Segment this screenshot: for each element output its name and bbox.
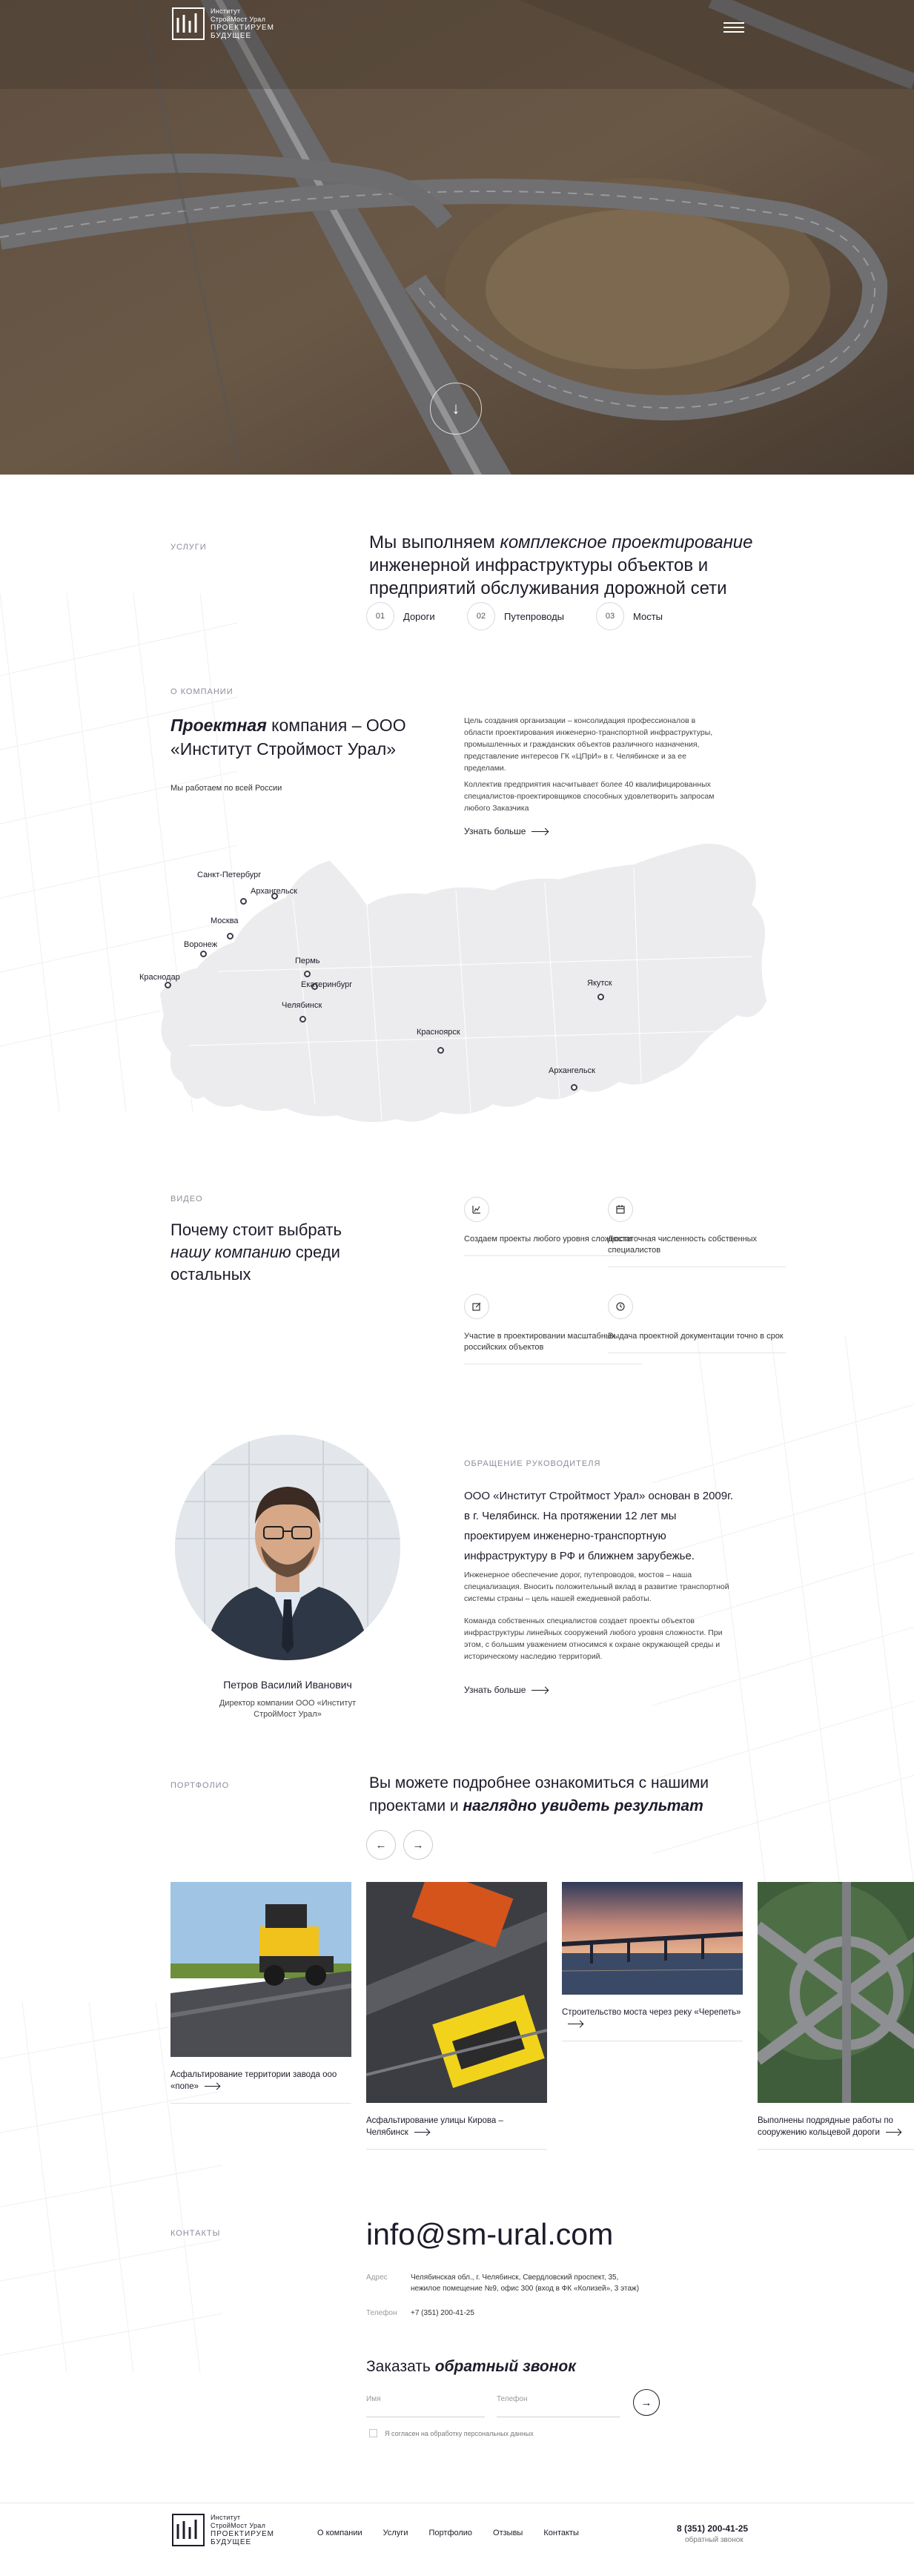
edit-icon — [464, 1294, 489, 1319]
footer — [0, 2503, 914, 2576]
footer-phone[interactable]: 8 (351) 200-41-25 — [677, 2523, 749, 2534]
logo-text — [211, 7, 274, 40]
services-title-em: комплексное проектирование — [500, 532, 753, 552]
city-label: Санкт-Петербург — [197, 871, 262, 879]
why-title — [170, 1219, 385, 1286]
city-marker[interactable] — [227, 933, 234, 939]
portfolio-caption-text: Асфальтирование территории завода ооо «попе» — [170, 2070, 337, 2091]
city-marker[interactable] — [304, 971, 311, 977]
checkbox-icon[interactable] — [369, 2429, 377, 2437]
portfolio-image-paver — [170, 1882, 351, 2057]
feature-text: Выдача проектной документации точно в срок — [608, 1332, 784, 1341]
feature-text: Создаем проекты любого уровня сложности — [464, 1235, 632, 1244]
logo-line-1: Институт — [211, 2514, 241, 2521]
logo-mark-icon — [172, 7, 205, 40]
about-title-rest: компания – ООО «Институт Строймост Урал» — [170, 716, 406, 759]
city-label: Москва — [211, 917, 239, 925]
portfolio-card[interactable] — [170, 1882, 351, 2104]
phone-field[interactable] — [497, 2395, 620, 2417]
consent-checkbox[interactable] — [369, 2429, 534, 2437]
consent-label: Я согласен на обработку персональных данных — [385, 2429, 534, 2437]
portfolio-prev-button[interactable]: ← — [366, 1830, 396, 1860]
portfolio-caption — [758, 2115, 914, 2139]
services-title-post: инженерной инфраструктуры объектов и предприятий обслуживания дорожной сети — [369, 555, 727, 598]
city-marker[interactable] — [571, 1084, 577, 1091]
callback-title-em: обратный звонок — [434, 2358, 576, 2375]
feature-text: Участие в проектировании масштабных российских объектов — [464, 1332, 616, 1352]
contact-email-link[interactable]: info@sm-ural.com — [366, 2217, 614, 2251]
divider — [170, 2103, 351, 2104]
portfolio-caption-text: Выполнены подрядные работы по сооружению кольцевой дороги — [758, 2116, 893, 2137]
portfolio-title-em: наглядно увидеть результат — [463, 1797, 703, 1814]
logo-text — [211, 2514, 274, 2546]
callback-title-pre: Заказать — [366, 2358, 435, 2375]
footer-nav — [317, 2529, 579, 2537]
city-label: Красноярск — [417, 1028, 460, 1037]
director-label: ОБРАЩЕНИЕ РУКОВОДИТЕЛЯ — [464, 1459, 601, 1468]
portfolio-title-pre: Вы можете подробнее ознакомиться с нашими проектами и — [369, 1774, 709, 1814]
contact-address — [366, 2272, 707, 2294]
service-chip-overpasses[interactable] — [467, 602, 564, 630]
service-chip-roads[interactable] — [366, 602, 435, 630]
about-paragraph-1: Цель создания организации – консолидация профессионалов в области проектирования инженерно-транспортной инфраструктуры, промышленных и гражданских объектов различного назначения, представление интересов ГК «ЦПрИ» в г. Челябинске и за ее пределами. — [464, 716, 713, 773]
portfolio-caption-text: Строительство моста через реку «Черепеть» — [562, 2008, 741, 2017]
director-paragraph-2: Команда собственных специалистов создает проекты объектов инфраструктуры линейных сооружений любого уровня сложности. При этом, с большим уважением относимся к охране окружающей среды и историческому наследию территорий. — [464, 1616, 723, 1661]
director-name: Петров Василий Иванович — [223, 1679, 352, 1691]
phone-key: Телефон — [366, 2309, 397, 2317]
contacts-label: КОНТАКТЫ — [170, 2229, 221, 2238]
portfolio-caption — [366, 2115, 547, 2139]
footer-nav-contacts[interactable]: Контакты — [543, 2529, 579, 2537]
arrow-right-icon — [205, 2086, 219, 2087]
portfolio-image-bridge — [562, 1882, 743, 1995]
director-role: Директор компании ООО «Институт СтройМост Урал» — [219, 1699, 357, 1719]
city-label: Воронеж — [184, 940, 218, 949]
chart-icon — [464, 1197, 489, 1222]
director-photo — [175, 1435, 400, 1660]
city-label: Пермь — [295, 957, 320, 965]
arrow-right-icon — [414, 2132, 429, 2133]
calendar-icon — [608, 1197, 633, 1222]
footer-nav-reviews[interactable]: Отзывы — [493, 2529, 523, 2537]
arrow-right-icon — [531, 1690, 548, 1691]
portfolio-caption-text: Асфальтирование улицы Кирова – Челябинск — [366, 2116, 503, 2137]
portfolio-image-interchange — [758, 1882, 914, 2103]
city-label: Архангельск — [251, 887, 297, 896]
portfolio-caption — [170, 2069, 351, 2093]
arrow-down-icon[interactable]: ↓ — [430, 383, 482, 435]
logo-line-2: СтройМост Урал — [211, 2522, 266, 2529]
why-title-pre: Почему стоит выбрать — [170, 1221, 342, 1239]
service-chip-label: Путепроводы — [504, 610, 565, 622]
service-chip-num: 03 — [596, 602, 624, 630]
services-title — [369, 531, 755, 600]
about-paragraph-2: Коллектив предприятия насчитывает более 40 квалифицированных специалистов-проектировщиков способных удовлетворить запросам любого Заказчика — [464, 780, 715, 813]
divider — [366, 2149, 547, 2150]
footer-logo[interactable] — [172, 2514, 274, 2546]
director-more-label: Узнать больше — [464, 1685, 526, 1695]
address-line-2: нежилое помещение №9, офис 300 (вход в ФК «Колизей», 3 этаж) — [411, 2285, 640, 2293]
city-label: Якутск — [587, 979, 612, 988]
city-label: Архангельск — [549, 1066, 595, 1075]
footer-nav-portfolio[interactable]: Портфолио — [428, 2529, 473, 2537]
portfolio-title — [369, 1771, 755, 1817]
about-more-label: Узнать больше — [464, 826, 526, 836]
portfolio-next-button[interactable]: → — [403, 1830, 433, 1860]
city-marker[interactable] — [437, 1047, 444, 1054]
logo-line-4: БУДУЩЕЕ — [211, 32, 252, 40]
city-label: Екатеринбург — [301, 980, 353, 989]
feature-text: Достаточная численность собственных специалистов — [608, 1235, 758, 1255]
city-marker[interactable] — [200, 951, 207, 957]
callback-submit-button[interactable]: → — [633, 2389, 660, 2416]
service-chip-label: Мосты — [633, 610, 663, 622]
city-marker[interactable] — [165, 982, 171, 988]
portfolio-card[interactable] — [366, 1882, 547, 2150]
feature-deadline — [608, 1294, 786, 1353]
director-paragraph-1: Инженерное обеспечение дорог, путепроводов, мостов – наша специализация. Вносить положительный вклад в развитие транспортной системы страны – цель нашей ежедневной работы. — [464, 1571, 729, 1603]
logo-line-4: БУДУЩЕЕ — [211, 2538, 252, 2546]
director-more-link[interactable] — [464, 1685, 548, 1695]
name-input[interactable] — [366, 2395, 485, 2403]
portfolio-image-asphalt — [366, 1882, 547, 2103]
city-marker[interactable] — [299, 1016, 306, 1023]
about-subtitle: Мы работаем по всей России — [170, 784, 282, 793]
about-label: О КОМПАНИИ — [170, 687, 234, 696]
hero-banner — [0, 0, 914, 475]
footer-nav-services[interactable]: Услуги — [383, 2529, 408, 2537]
service-chip-num: 02 — [467, 602, 495, 630]
portfolio-label: ПОРТФОЛИО — [170, 1781, 230, 1790]
logo-line-2: СтройМост Урал — [211, 16, 266, 23]
footer-callback-link[interactable]: обратный звонок — [685, 2536, 744, 2544]
why-label: ВИДЕО — [170, 1195, 203, 1203]
city-label: Краснодар — [139, 973, 180, 982]
director-lead: ООО «Институт Стройтмост Урал» основан в 2009г. в г. Челябинск. На протяжении 12 лет мы проектируем инженерно-транспортную инфраструктуру в РФ и ближнем зарубежье. — [464, 1490, 733, 1562]
footer-nav-about[interactable]: О компании — [317, 2529, 362, 2537]
phone-input[interactable] — [497, 2395, 620, 2403]
city-marker[interactable] — [240, 898, 247, 905]
logo-line-1: Институт — [211, 7, 241, 15]
services-label: УСЛУГИ — [170, 543, 207, 552]
logo-line-3: ПРОЕКТИРУЕМ — [211, 24, 275, 32]
city-label: Челябинск — [282, 1001, 322, 1010]
city-marker[interactable] — [597, 994, 604, 1000]
logo-mark-icon — [172, 2514, 205, 2546]
service-chip-bridges[interactable] — [596, 602, 663, 630]
logo[interactable] — [172, 7, 274, 40]
contact-phone — [366, 2308, 707, 2319]
menu-icon[interactable] — [723, 22, 744, 33]
service-chip-num: 01 — [366, 602, 394, 630]
name-field[interactable] — [366, 2395, 485, 2417]
divider — [758, 2149, 914, 2150]
arrow-right-icon — [886, 2132, 901, 2133]
logo-line-3: ПРОЕКТИРУЕМ — [211, 2530, 275, 2538]
address-line-1: Челябинская обл., г. Челябинск, Свердловский проспект, 35, — [411, 2273, 619, 2282]
feature-staff — [608, 1197, 786, 1267]
portfolio-caption — [562, 2007, 743, 2030]
address-key: Адрес — [366, 2273, 388, 2282]
about-title — [170, 713, 437, 761]
callback-title — [366, 2358, 576, 2376]
portfolio-card[interactable] — [562, 1882, 743, 2041]
why-title-em: нашу компанию — [170, 1243, 291, 1261]
service-chip-label: Дороги — [403, 610, 435, 622]
about-title-em: Проектная — [170, 716, 267, 735]
phone-value[interactable]: +7 (351) 200-41-25 — [411, 2309, 474, 2317]
portfolio-card[interactable] — [758, 1882, 914, 2150]
why-title-post: среди остальных — [170, 1243, 340, 1284]
services-title-pre: Мы выполняем — [369, 532, 500, 552]
clock-icon — [608, 1294, 633, 1319]
